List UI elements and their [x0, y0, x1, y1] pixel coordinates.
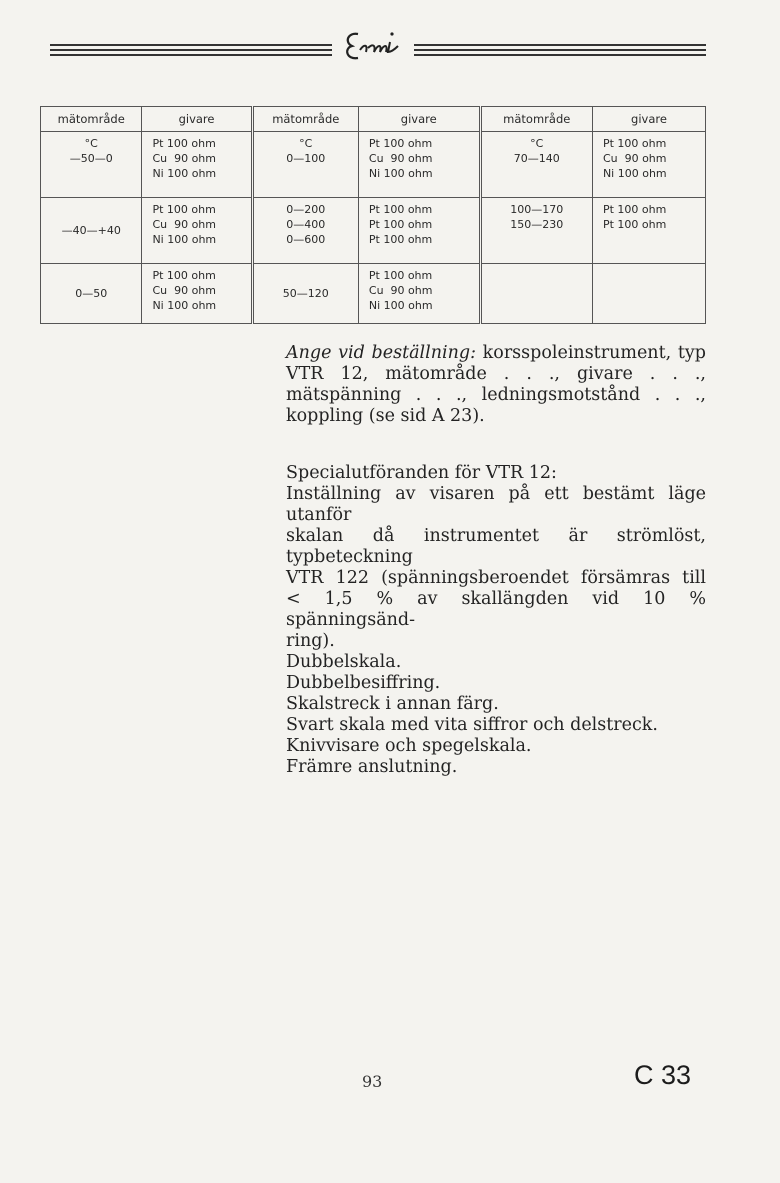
- cell-line: Cu 90 ohm: [368, 284, 433, 297]
- cell-line: °C: [299, 137, 313, 150]
- col-header: givare: [358, 107, 480, 132]
- special-item: Dubbelbesiffring.: [286, 673, 441, 693]
- sensor-cell: [592, 132, 705, 198]
- cell-line: 0—200: [286, 203, 326, 216]
- special-versions: [286, 463, 706, 778]
- sensor-cell: [592, 198, 705, 264]
- cell-line: Cu 90 ohm: [152, 218, 216, 231]
- special-para-line: < 1,5 % av skallängden vid 10 % spänningsänd-: [286, 589, 706, 630]
- cell-line: Cu 90 ohm: [368, 152, 433, 165]
- cell-line: Ni 100 ohm: [368, 167, 433, 180]
- sensor-cell: [358, 198, 480, 264]
- cell-line: Pt 100 ohm: [368, 233, 433, 246]
- cell-line: Cu 90 ohm: [152, 152, 216, 165]
- cell-line: Ni 100 ohm: [152, 233, 217, 246]
- cell-line: 0—600: [286, 233, 326, 246]
- table-row: [41, 198, 706, 264]
- sensor-cell: [592, 264, 705, 324]
- special-para-line: Inställning av visaren på ett bestämt läge utanför: [286, 484, 706, 525]
- page-number: 93: [362, 1072, 383, 1091]
- cell-line: 50—120: [282, 287, 329, 300]
- cell-line: Ni 100 ohm: [368, 299, 433, 312]
- order-rest: korsspoleinstrument, typ VTR 12, mätområde . . ., givare . . ., mätspänning . . ., ledningsmotstånd . . ., koppling (se sid A 23).: [286, 343, 706, 426]
- sensor-cell: [142, 198, 252, 264]
- ermi-logo: [340, 20, 412, 66]
- special-item: Svart skala med vita siffror och delstreck.: [286, 715, 658, 735]
- range-cell: [41, 132, 142, 198]
- cell-line: Ni 100 ohm: [152, 167, 217, 180]
- cell-line: 100—170: [510, 203, 564, 216]
- range-cell: [41, 264, 142, 324]
- cell-line: 70—140: [513, 152, 560, 165]
- cell-line: Pt 100 ohm: [368, 203, 433, 216]
- col-header: mätområde: [480, 107, 592, 132]
- range-cell: [480, 264, 592, 324]
- range-cell: [252, 264, 358, 324]
- range-cell: [41, 198, 142, 264]
- sensor-cell: [142, 264, 252, 324]
- cell-line: 150—230: [510, 218, 564, 231]
- order-instructions: [286, 343, 706, 427]
- sensor-range-table: [40, 106, 706, 324]
- sensor-cell: [358, 264, 480, 324]
- order-lead: Ange vid beställning:: [286, 343, 476, 363]
- range-cell: [480, 132, 592, 198]
- range-cell: [480, 198, 592, 264]
- cell-line: Pt 100 ohm: [602, 203, 667, 216]
- cell-line: Ni 100 ohm: [152, 299, 217, 312]
- header-rule-left: [50, 44, 332, 58]
- sensor-cell: [358, 132, 480, 198]
- special-item: Främre anslutning.: [286, 757, 458, 777]
- special-item: Knivvisare och spegelskala.: [286, 736, 532, 756]
- cell-line: Cu 90 ohm: [152, 284, 216, 297]
- cell-line: 0—100: [286, 152, 326, 165]
- cell-line: —40—+40: [61, 224, 121, 237]
- header-rule-right: [414, 44, 706, 58]
- cell-line: Pt 100 ohm: [368, 137, 433, 150]
- cell-line: Cu 90 ohm: [602, 152, 667, 165]
- cell-line: Pt 100 ohm: [152, 137, 216, 150]
- special-item: Dubbelskala.: [286, 652, 402, 672]
- col-header: givare: [142, 107, 252, 132]
- cell-line: Pt 100 ohm: [152, 269, 216, 282]
- special-item: Skalstreck i annan färg.: [286, 694, 499, 714]
- special-para-line: skalan då instrumentet är strömlöst, typbeteckning: [286, 526, 706, 567]
- cell-line: 0—50: [75, 287, 108, 300]
- special-para-line: ring).: [286, 631, 335, 651]
- cell-line: Ni 100 ohm: [602, 167, 667, 180]
- col-header: mätområde: [41, 107, 142, 132]
- cell-line: °C: [530, 137, 544, 150]
- cell-line: Pt 100 ohm: [602, 137, 667, 150]
- cell-line: Pt 100 ohm: [368, 218, 433, 231]
- table-row: [41, 132, 706, 198]
- special-heading: Specialutföranden för VTR 12:: [286, 463, 557, 483]
- cell-line: °C: [84, 137, 98, 150]
- table-row: [41, 264, 706, 324]
- cell-line: 0—400: [286, 218, 326, 231]
- col-header: givare: [592, 107, 705, 132]
- table-header-row: [41, 107, 706, 132]
- cell-line: Pt 100 ohm: [152, 203, 216, 216]
- page-code: C 33: [634, 1060, 692, 1090]
- sensor-cell: [142, 132, 252, 198]
- col-header: mätområde: [252, 107, 358, 132]
- range-cell: [252, 198, 358, 264]
- special-para-line: VTR 122 (spänningsberoendet försämras till: [286, 568, 706, 588]
- cell-line: Pt 100 ohm: [602, 218, 667, 231]
- cell-line: Pt 100 ohm: [368, 269, 433, 282]
- cell-line: —50—0: [69, 152, 113, 165]
- range-cell: [252, 132, 358, 198]
